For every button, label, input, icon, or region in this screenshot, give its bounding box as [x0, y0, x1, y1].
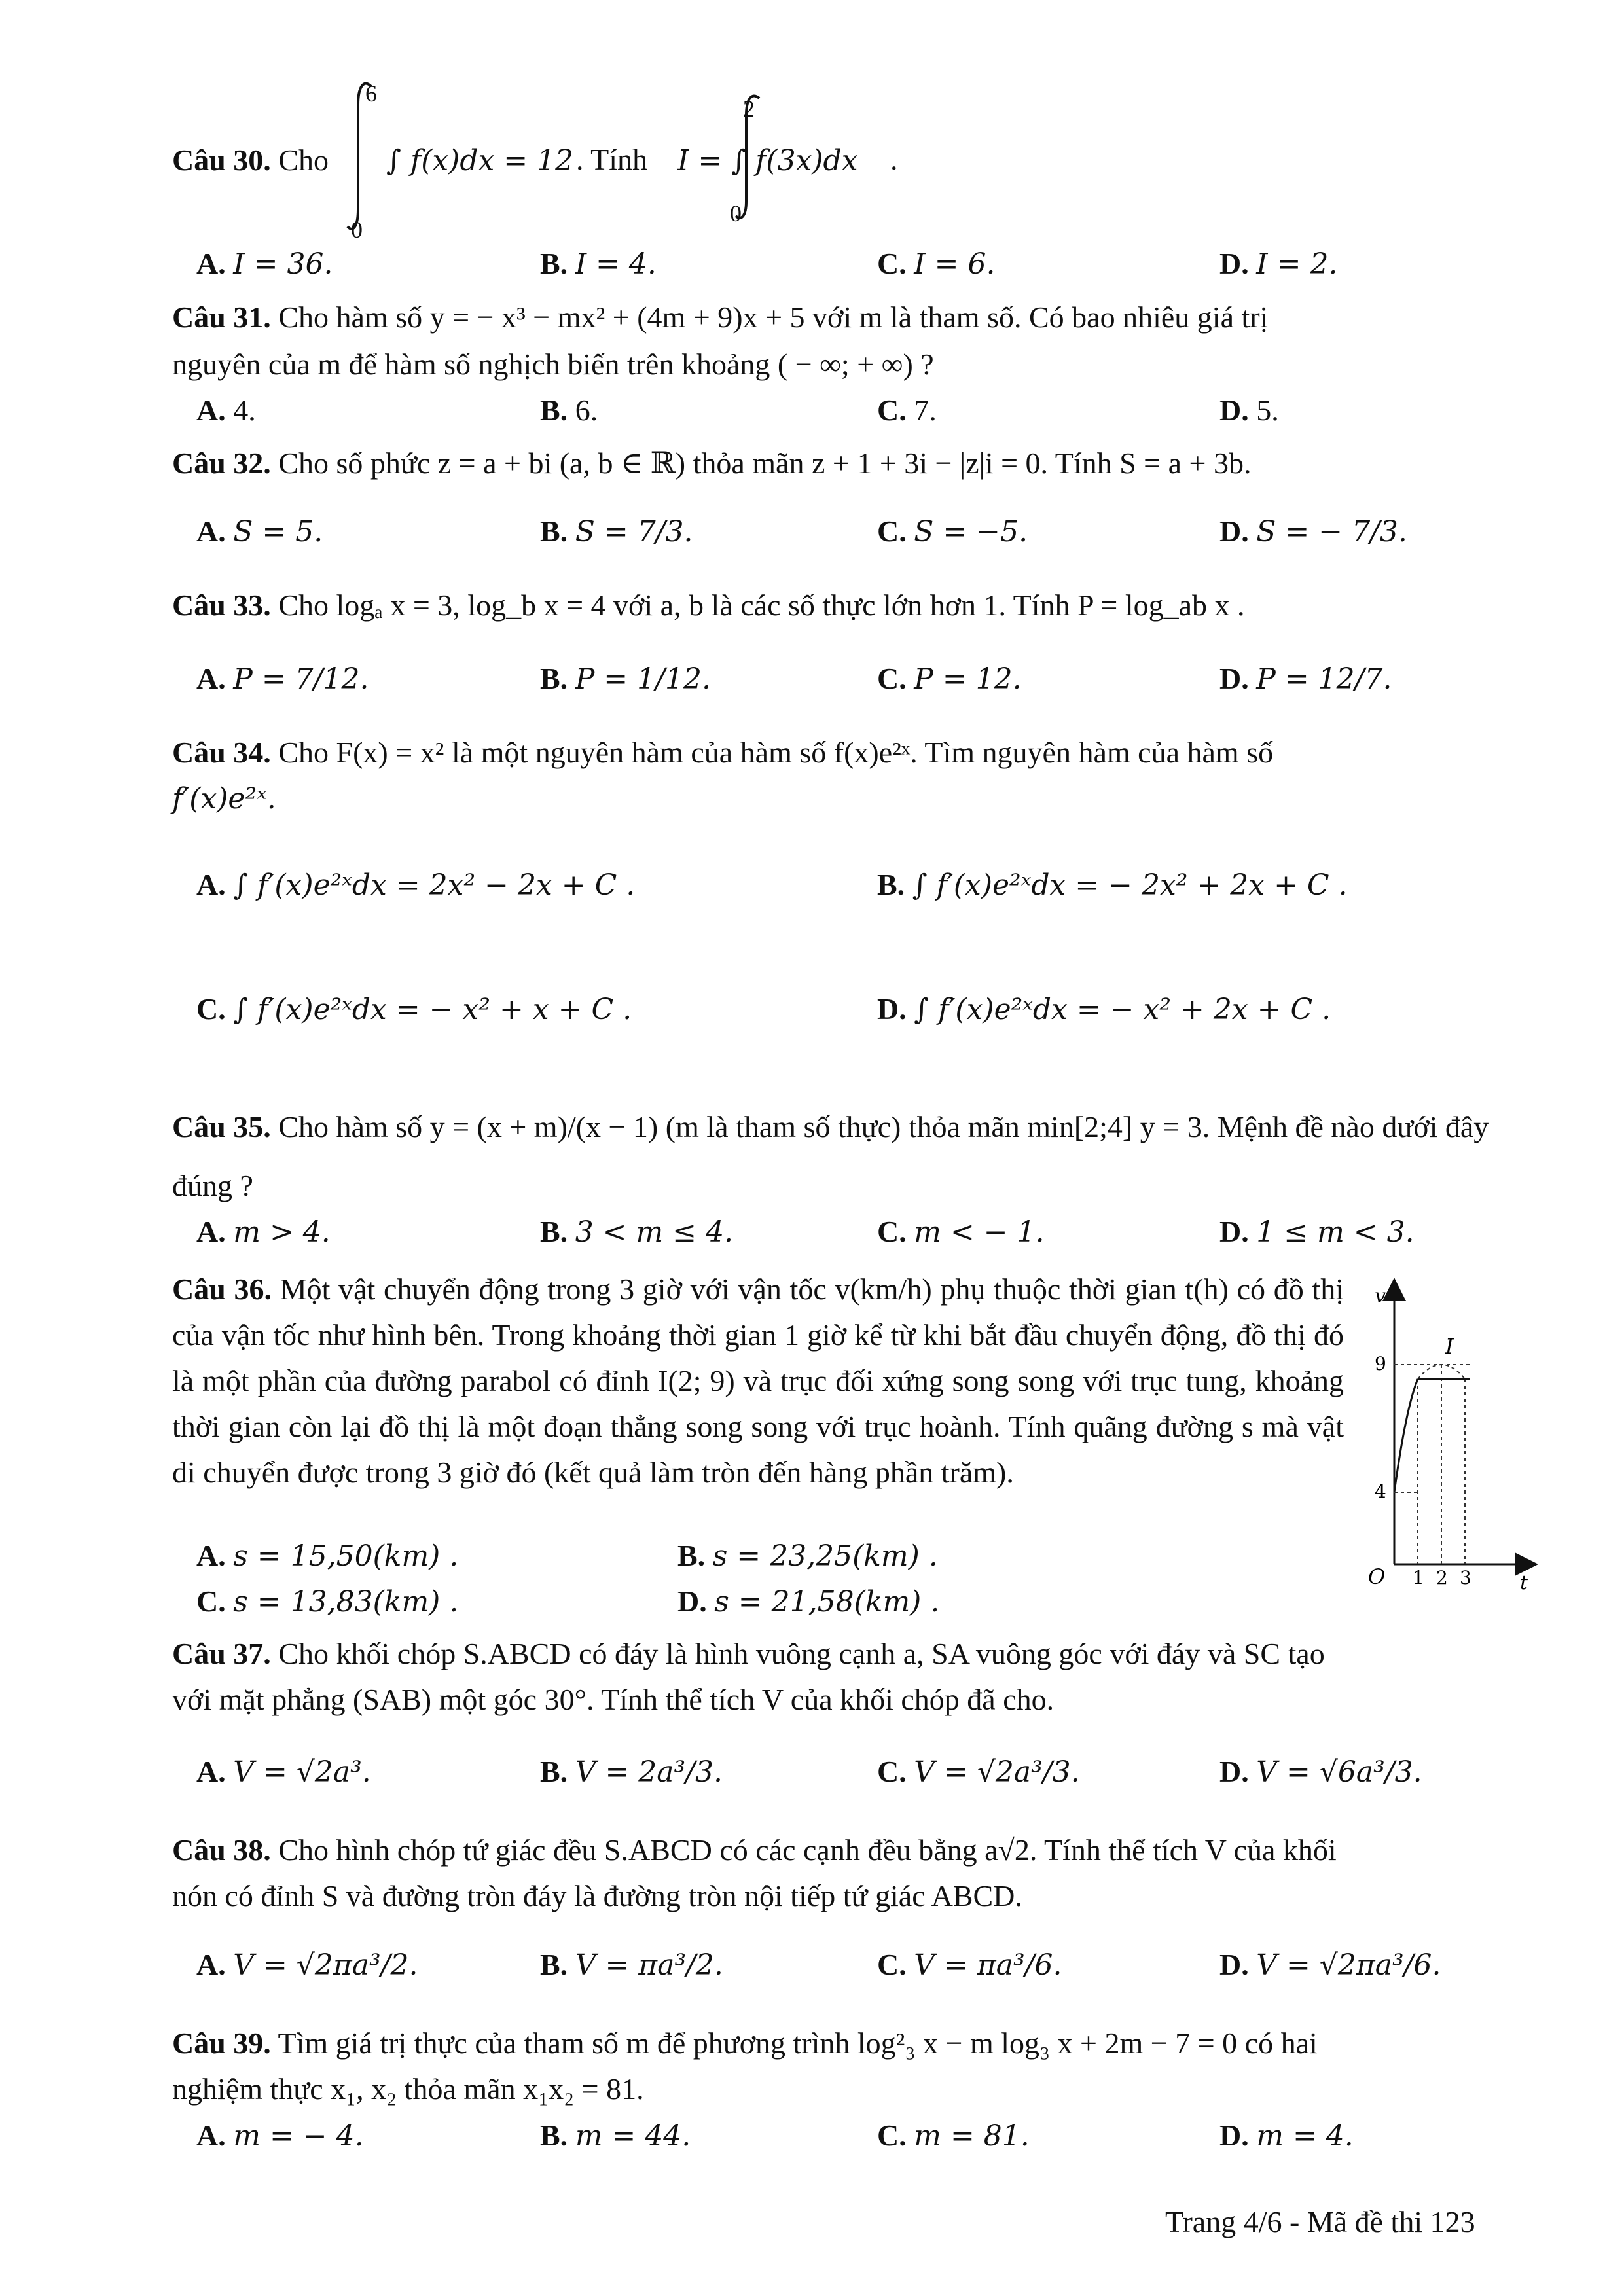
integral-sign-icon: [344, 79, 383, 236]
y-tick-label: 9: [1375, 1353, 1386, 1374]
option-b[interactable]: B. I = 4.: [540, 247, 657, 281]
question-35-stem-line2: đúng ?: [172, 1169, 253, 1202]
x-tick-label: 1: [1413, 1567, 1424, 1588]
option-a[interactable]: A. s = 15,50(km) .: [196, 1539, 459, 1573]
y-axis-label: v: [1375, 1285, 1386, 1308]
option-b[interactable]: B. 6.: [540, 393, 598, 427]
vertex-label: I: [1445, 1334, 1454, 1359]
option-c[interactable]: C. V = πa³/6.: [877, 1948, 1062, 1982]
integral-upper-limit: 6: [365, 81, 377, 107]
question-35-stem: Câu 35. Cho hàm số y = (x + m)/(x − 1) (m là tham số thực) thỏa mãn min[2;4] y = 3. Mệnh đề nào dưới đây: [172, 1110, 1489, 1143]
question-number: Câu 30.: [172, 143, 271, 177]
velocity-graph: [1348, 1276, 1538, 1604]
integral-expression: I = ∫ f(3x)dx: [677, 144, 858, 177]
option-b[interactable]: B. P = 1/12.: [540, 662, 711, 696]
integral-lower-limit: 0: [351, 217, 363, 243]
parabola-curve: [1394, 1379, 1418, 1492]
option-a[interactable]: A. P = 7/12.: [196, 662, 369, 696]
x-axis-label: t: [1520, 1571, 1528, 1594]
option-d[interactable]: D. V = √2πa³/6.: [1219, 1948, 1441, 1982]
question-37-stem-line2: với mặt phẳng (SAB) một góc 30°. Tính thể tích V của khối chóp đã cho.: [172, 1683, 1055, 1716]
question-33-stem: Câu 33. Cho logₐ x = 3, log_b x = 4 với a, b là các số thực lớn hơn 1. Tính P = log_ab x .: [172, 588, 1245, 622]
page-footer: Trang 4/6 - Mã đề thi 123: [1165, 2205, 1475, 2238]
question-39-stem-line2: nghiệm thực x₁, x₂ thỏa mãn x₁x₂ = 81.: [172, 2072, 644, 2106]
option-b[interactable]: B. m = 44.: [540, 2119, 691, 2153]
origin-label: O: [1368, 1564, 1386, 1589]
option-d[interactable]: D. P = 12/7.: [1219, 662, 1392, 696]
y-tick-label: 4: [1375, 1480, 1386, 1502]
option-b[interactable]: B. V = 2a³/3.: [540, 1755, 723, 1789]
option-b[interactable]: B. S = 7/3.: [540, 514, 693, 548]
option-c[interactable]: C. S = −5.: [877, 514, 1028, 548]
option-b[interactable]: B. s = 23,25(km) .: [677, 1539, 938, 1573]
option-c[interactable]: C. P = 12.: [877, 662, 1022, 696]
integral-upper-limit: 2: [743, 96, 755, 122]
option-c[interactable]: C. s = 13,83(km) .: [196, 1585, 459, 1619]
option-c[interactable]: C. I = 6.: [877, 247, 996, 281]
question-39-stem: Câu 39. Tìm giá trị thực của tham số m để phương trình log²₃ x − m log₃ x + 2m − 7 = 0 có hai: [172, 2026, 1318, 2060]
option-d[interactable]: D. s = 21,58(km) .: [677, 1585, 940, 1619]
question-31-stem-line2: nguyên của m để hàm số nghịch biến trên khoảng ( − ∞; + ∞) ?: [172, 348, 934, 381]
option-c[interactable]: C. V = √2a³/3.: [877, 1755, 1080, 1789]
question-36-stem: Câu 36. Một vật chuyển động trong 3 giờ với vận tốc v(km/h) phụ thuộc thời gian t(h) có đồ thị của vận tốc như hình bên. Trong khoảng thời gian 1 giờ kể từ khi bắt đầu chuyển động, đồ thị đó là một phần của đường parabol có đỉnh I(2; 9) và trục đối xứng song song với trục tung, khoảng thời gian còn lại đồ thị là một đoạn thẳng song song với trục hoành. Tính quãng đường s mà vật di chuyển được trong 3 giờ đó (kết quả làm tròn đến hàng phần trăm).: [172, 1272, 1344, 1489]
option-d[interactable]: D. 5.: [1219, 393, 1279, 427]
option-b[interactable]: B. ∫ f′(x)e²ˣdx = − 2x² + 2x + C .: [877, 868, 1348, 902]
question-38-stem-line2: nón có đỉnh S và đường tròn đáy là đường tròn nội tiếp tứ giác ABCD.: [172, 1879, 1022, 1912]
option-a[interactable]: A. V = √2a³.: [196, 1755, 371, 1789]
option-a[interactable]: A. V = √2πa³/2.: [196, 1948, 418, 1982]
integral-lower-limit: 0: [730, 200, 742, 226]
question-text: . Tính: [576, 143, 648, 176]
question-37-stem: Câu 37. Cho khối chóp S.ABCD có đáy là hình vuông cạnh a, SA vuông góc với đáy và SC tạo: [172, 1637, 1325, 1670]
question-32-stem: Câu 32. Cho số phức z = a + bi (a, b ∈ ℝ) thỏa mãn z + 1 + 3i − |z|i = 0. Tính S = a + 3b.: [172, 446, 1252, 480]
question-text: .: [890, 143, 898, 176]
option-a[interactable]: A. ∫ f′(x)e²ˣdx = 2x² − 2x + C .: [196, 868, 636, 902]
question-text: Cho: [278, 143, 329, 177]
option-a[interactable]: A. S = 5.: [196, 514, 323, 548]
option-a[interactable]: A. m = − 4.: [196, 2119, 364, 2153]
question-34-stem-line2: f′(x)e²ˣ.: [172, 782, 276, 816]
option-d[interactable]: D. m = 4.: [1219, 2119, 1354, 2153]
option-c[interactable]: C. ∫ f′(x)e²ˣdx = − x² + x + C .: [196, 992, 632, 1026]
option-d[interactable]: D. ∫ f′(x)e²ˣdx = − x² + 2x + C .: [877, 992, 1331, 1026]
option-a[interactable]: A. I = 36.: [196, 247, 333, 281]
option-b[interactable]: B. 3 < m ≤ 4.: [540, 1215, 734, 1249]
option-c[interactable]: C. 7.: [877, 393, 937, 427]
x-tick-label: 3: [1460, 1567, 1471, 1588]
option-d[interactable]: D. S = − 7/3.: [1219, 514, 1407, 548]
option-a[interactable]: A. 4.: [196, 393, 256, 427]
option-c[interactable]: C. m = 81.: [877, 2119, 1030, 2153]
x-tick-label: 2: [1436, 1567, 1448, 1588]
question-38-stem: Câu 38. Cho hình chóp tứ giác đều S.ABCD có các cạnh đều bằng a√2. Tính thể tích V của khối: [172, 1833, 1337, 1867]
question-31-stem: Câu 31. Cho hàm số y = − x³ − mx² + (4m + 9)x + 5 với m là tham số. Có bao nhiêu giá trị: [172, 300, 1269, 334]
option-a[interactable]: A. m > 4.: [196, 1215, 331, 1249]
option-c[interactable]: C. m < − 1.: [877, 1215, 1045, 1249]
question-34-stem: Câu 34. Cho F(x) = x² là một nguyên hàm của hàm số f(x)e²ˣ. Tìm nguyên hàm của hàm số: [172, 736, 1274, 769]
option-d[interactable]: D. I = 2.: [1219, 247, 1338, 281]
option-b[interactable]: B. V = πa³/2.: [540, 1948, 723, 1982]
integral-expression: ∫ f(x)dx = 12: [386, 144, 574, 177]
option-d[interactable]: D. 1 ≤ m < 3.: [1219, 1215, 1415, 1249]
option-d[interactable]: D. V = √6a³/3.: [1219, 1755, 1422, 1789]
question-30-stem: [172, 142, 329, 179]
